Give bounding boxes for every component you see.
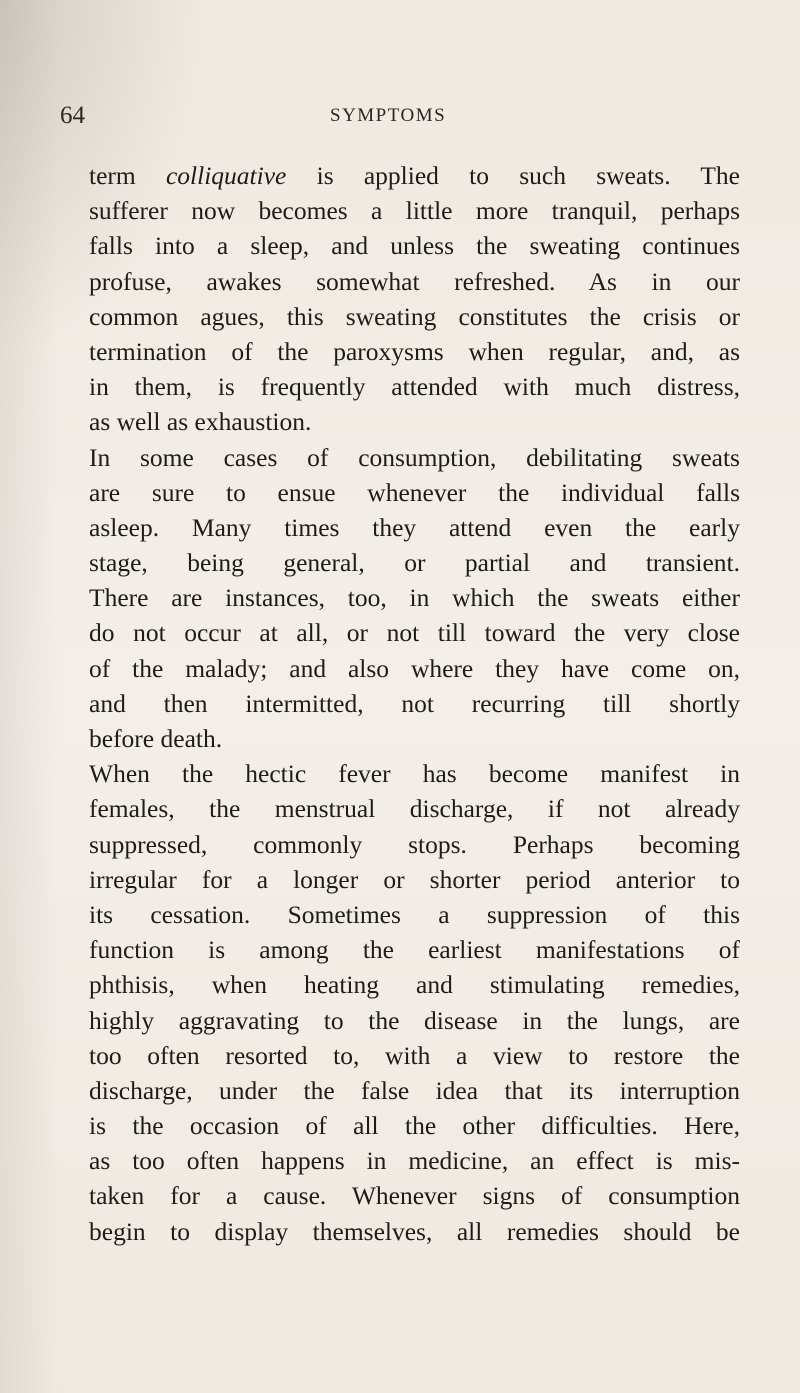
text-line: sufferer now becomes a little more tranquil, perhaps [89, 196, 740, 226]
text-line: taken for a cause. Whenever signs of consumption [89, 1181, 740, 1211]
text-line: in them, is frequently attended with much distress, [89, 372, 740, 402]
text-line: as too often happens in medicine, an effect is mis- [89, 1146, 740, 1176]
text-line: before death. [89, 724, 223, 753]
text-line: asleep. Many times they attend even the early [89, 512, 740, 542]
text-line: function is among the earliest manifestations of [89, 935, 740, 965]
text-line: common agues, this sweating constitutes the crisis or [89, 301, 740, 331]
text-line: termination of the paroxysms when regular, and, as [89, 336, 740, 366]
italic-term: colliquative [165, 161, 287, 190]
text-line: its cessation. Sometimes a suppression of this [89, 899, 740, 929]
text-line: of the malady; and also where they have come on, [89, 653, 740, 683]
text-line: phthisis, when heating and stimulating remedies, [89, 970, 740, 1000]
text-line: profuse, awakes somewhat refreshed. As in our [89, 266, 740, 296]
text-line: term colliquative is applied to such sweats. The [89, 161, 741, 190]
text-line: are sure to ensue whenever the individual falls [89, 477, 740, 507]
running-title: SYMPTOMS [330, 105, 447, 126]
text-line: females, the menstrual discharge, if not already [89, 794, 740, 824]
text-line: is the occasion of all the other difficulties. Here, [89, 1111, 740, 1141]
page-number: 64 [60, 102, 85, 129]
text-line: suppressed, commonly stops. Perhaps becoming [89, 829, 740, 859]
text-line: In some cases of consumption, debilitating sweats [89, 442, 740, 472]
text-line: do not occur at all, or not till toward the very close [89, 618, 740, 648]
text-line: as well as exhaustion. [89, 407, 312, 437]
text-line: begin to display themselves, all remedies should be [89, 1216, 740, 1246]
text-line: When the hectic fever has become manifest in [89, 759, 740, 789]
text-line: stage, being general, or partial and transient. [89, 548, 740, 578]
text-line: irregular for a longer or shorter period anterior to [89, 864, 740, 894]
text-line: highly aggravating to the disease in the lungs, are [89, 1005, 740, 1035]
text-line: discharge, under the false idea that its interruption [89, 1075, 740, 1105]
running-head [60, 100, 730, 132]
text-line: and then intermitted, not recurring till shortly [89, 688, 740, 718]
text-line: falls into a sleep, and unless the sweating continues [89, 231, 740, 261]
text-line: too often resorted to, with a view to restore the [89, 1040, 740, 1070]
body-text [89, 158, 740, 1249]
text-line: There are instances, too, in which the sweats either [89, 583, 740, 613]
